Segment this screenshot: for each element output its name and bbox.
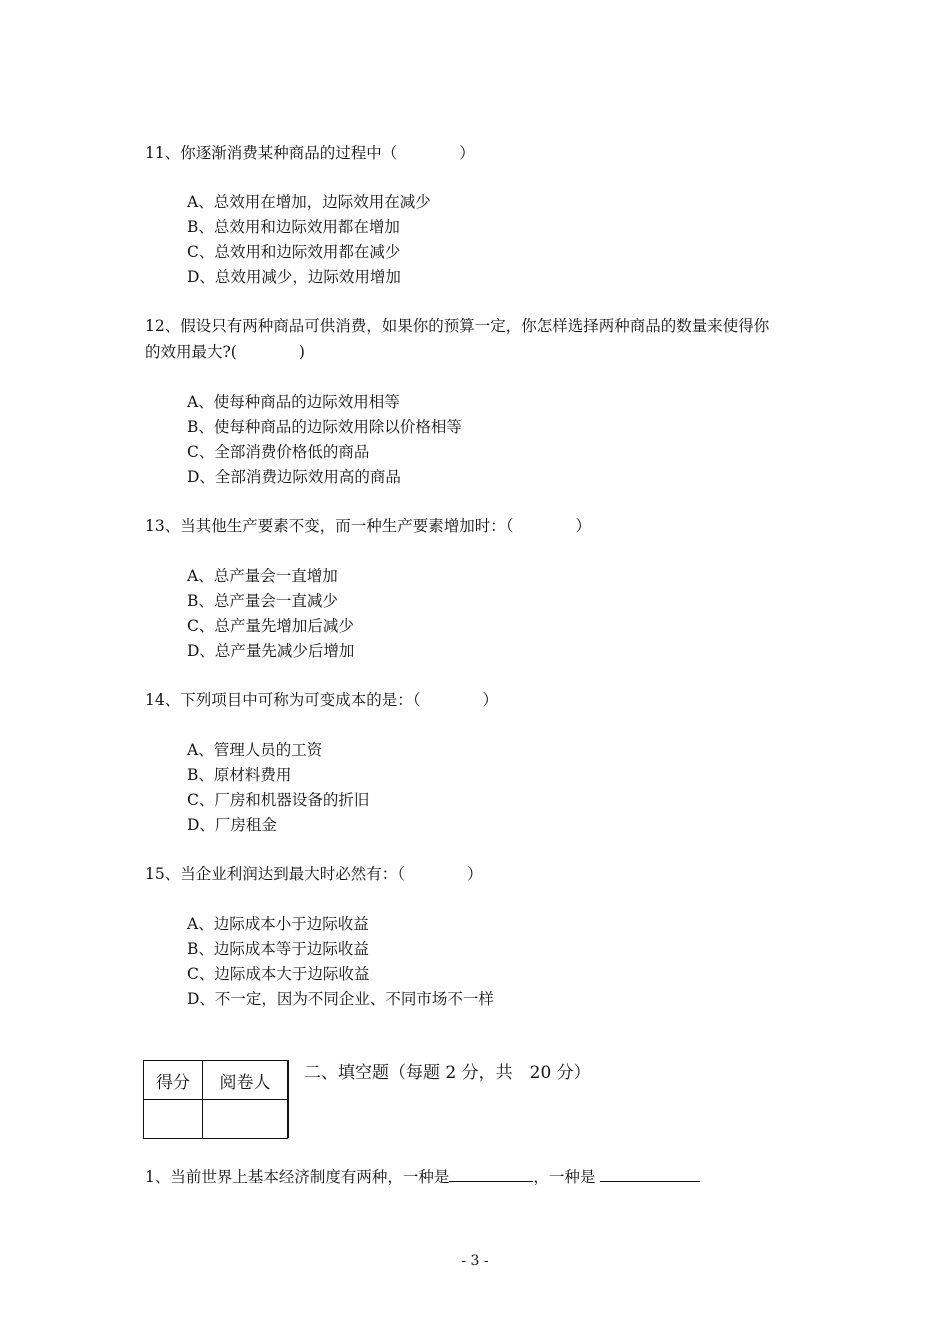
question-12-option-c: C、全部消费价格低的商品 <box>187 443 370 461</box>
question-14-option-c: C、厂房和机器设备的折旧 <box>187 791 370 809</box>
question-13-option-b: B、总产量会一直减少 <box>187 592 338 610</box>
question-12-option-a: A、使每种商品的边际效用相等 <box>187 393 400 411</box>
question-14-option-d: D、厂房租金 <box>187 816 277 834</box>
question-11-option-b: B、总效用和边际效用都在增加 <box>187 218 400 236</box>
grader-label: 阅卷人 <box>203 1061 288 1100</box>
question-13-option-a: A、总产量会一直增加 <box>187 567 338 585</box>
fill-question-1-part2: ，一种是 <box>533 1168 596 1186</box>
question-12-text-line2: 的效用最大?( ) <box>145 343 305 361</box>
section-title: 二、填空题（每题 2 分，共 20 分） <box>304 1063 591 1083</box>
score-cell[interactable] <box>144 1100 203 1139</box>
question-15-option-a: A、边际成本小于边际收益 <box>187 915 369 933</box>
question-12-option-b: B、使每种商品的边际效用除以价格相等 <box>187 418 462 436</box>
question-12-text-line1: 12、假设只有两种商品可供消费，如果你的预算一定，你怎样选择两种商品的数量来使得你 <box>145 317 770 335</box>
answer-blank-1[interactable] <box>449 1165 533 1182</box>
page-number: - 3 - <box>461 1253 489 1269</box>
question-15-option-c: C、边际成本大于边际收益 <box>187 965 370 983</box>
question-14-text: 14、下列项目中可称为可变成本的是：（ ） <box>145 691 498 709</box>
answer-blank-2[interactable] <box>600 1165 700 1182</box>
question-14-option-a: A、管理人员的工资 <box>187 741 323 759</box>
question-15-option-d: D、不一定，因为不同企业、不同市场不一样 <box>187 990 494 1008</box>
question-13-option-c: C、总产量先增加后减少 <box>187 617 354 635</box>
question-12-option-d: D、全部消费边际效用高的商品 <box>187 468 401 486</box>
question-11-option-d: D、总效用减少，边际效用增加 <box>187 268 401 286</box>
fill-question-1-part1: 1、当前世界上基本经济制度有两种，一种是 <box>145 1168 450 1186</box>
question-11-text: 11、你逐渐消费某种商品的过程中（ ） <box>145 144 475 162</box>
score-label: 得分 <box>144 1061 203 1100</box>
question-15-option-b: B、边际成本等于边际收益 <box>187 940 369 958</box>
question-13-text: 13、当其他生产要素不变，而一种生产要素增加时：（ ） <box>145 517 591 535</box>
score-table <box>143 1060 288 1139</box>
question-11-option-c: C、总效用和边际效用都在减少 <box>187 243 401 261</box>
question-15-text: 15、当企业利润达到最大时必然有：（ ） <box>145 865 483 883</box>
fill-question-1 <box>145 1165 700 1187</box>
question-11-option-a: A、总效用在增加，边际效用在减少 <box>187 193 431 211</box>
question-13-option-d: D、总产量先减少后增加 <box>187 642 355 660</box>
question-14-option-b: B、原材料费用 <box>187 766 292 784</box>
grader-cell[interactable] <box>203 1100 288 1139</box>
table-double-border <box>288 1060 291 1138</box>
